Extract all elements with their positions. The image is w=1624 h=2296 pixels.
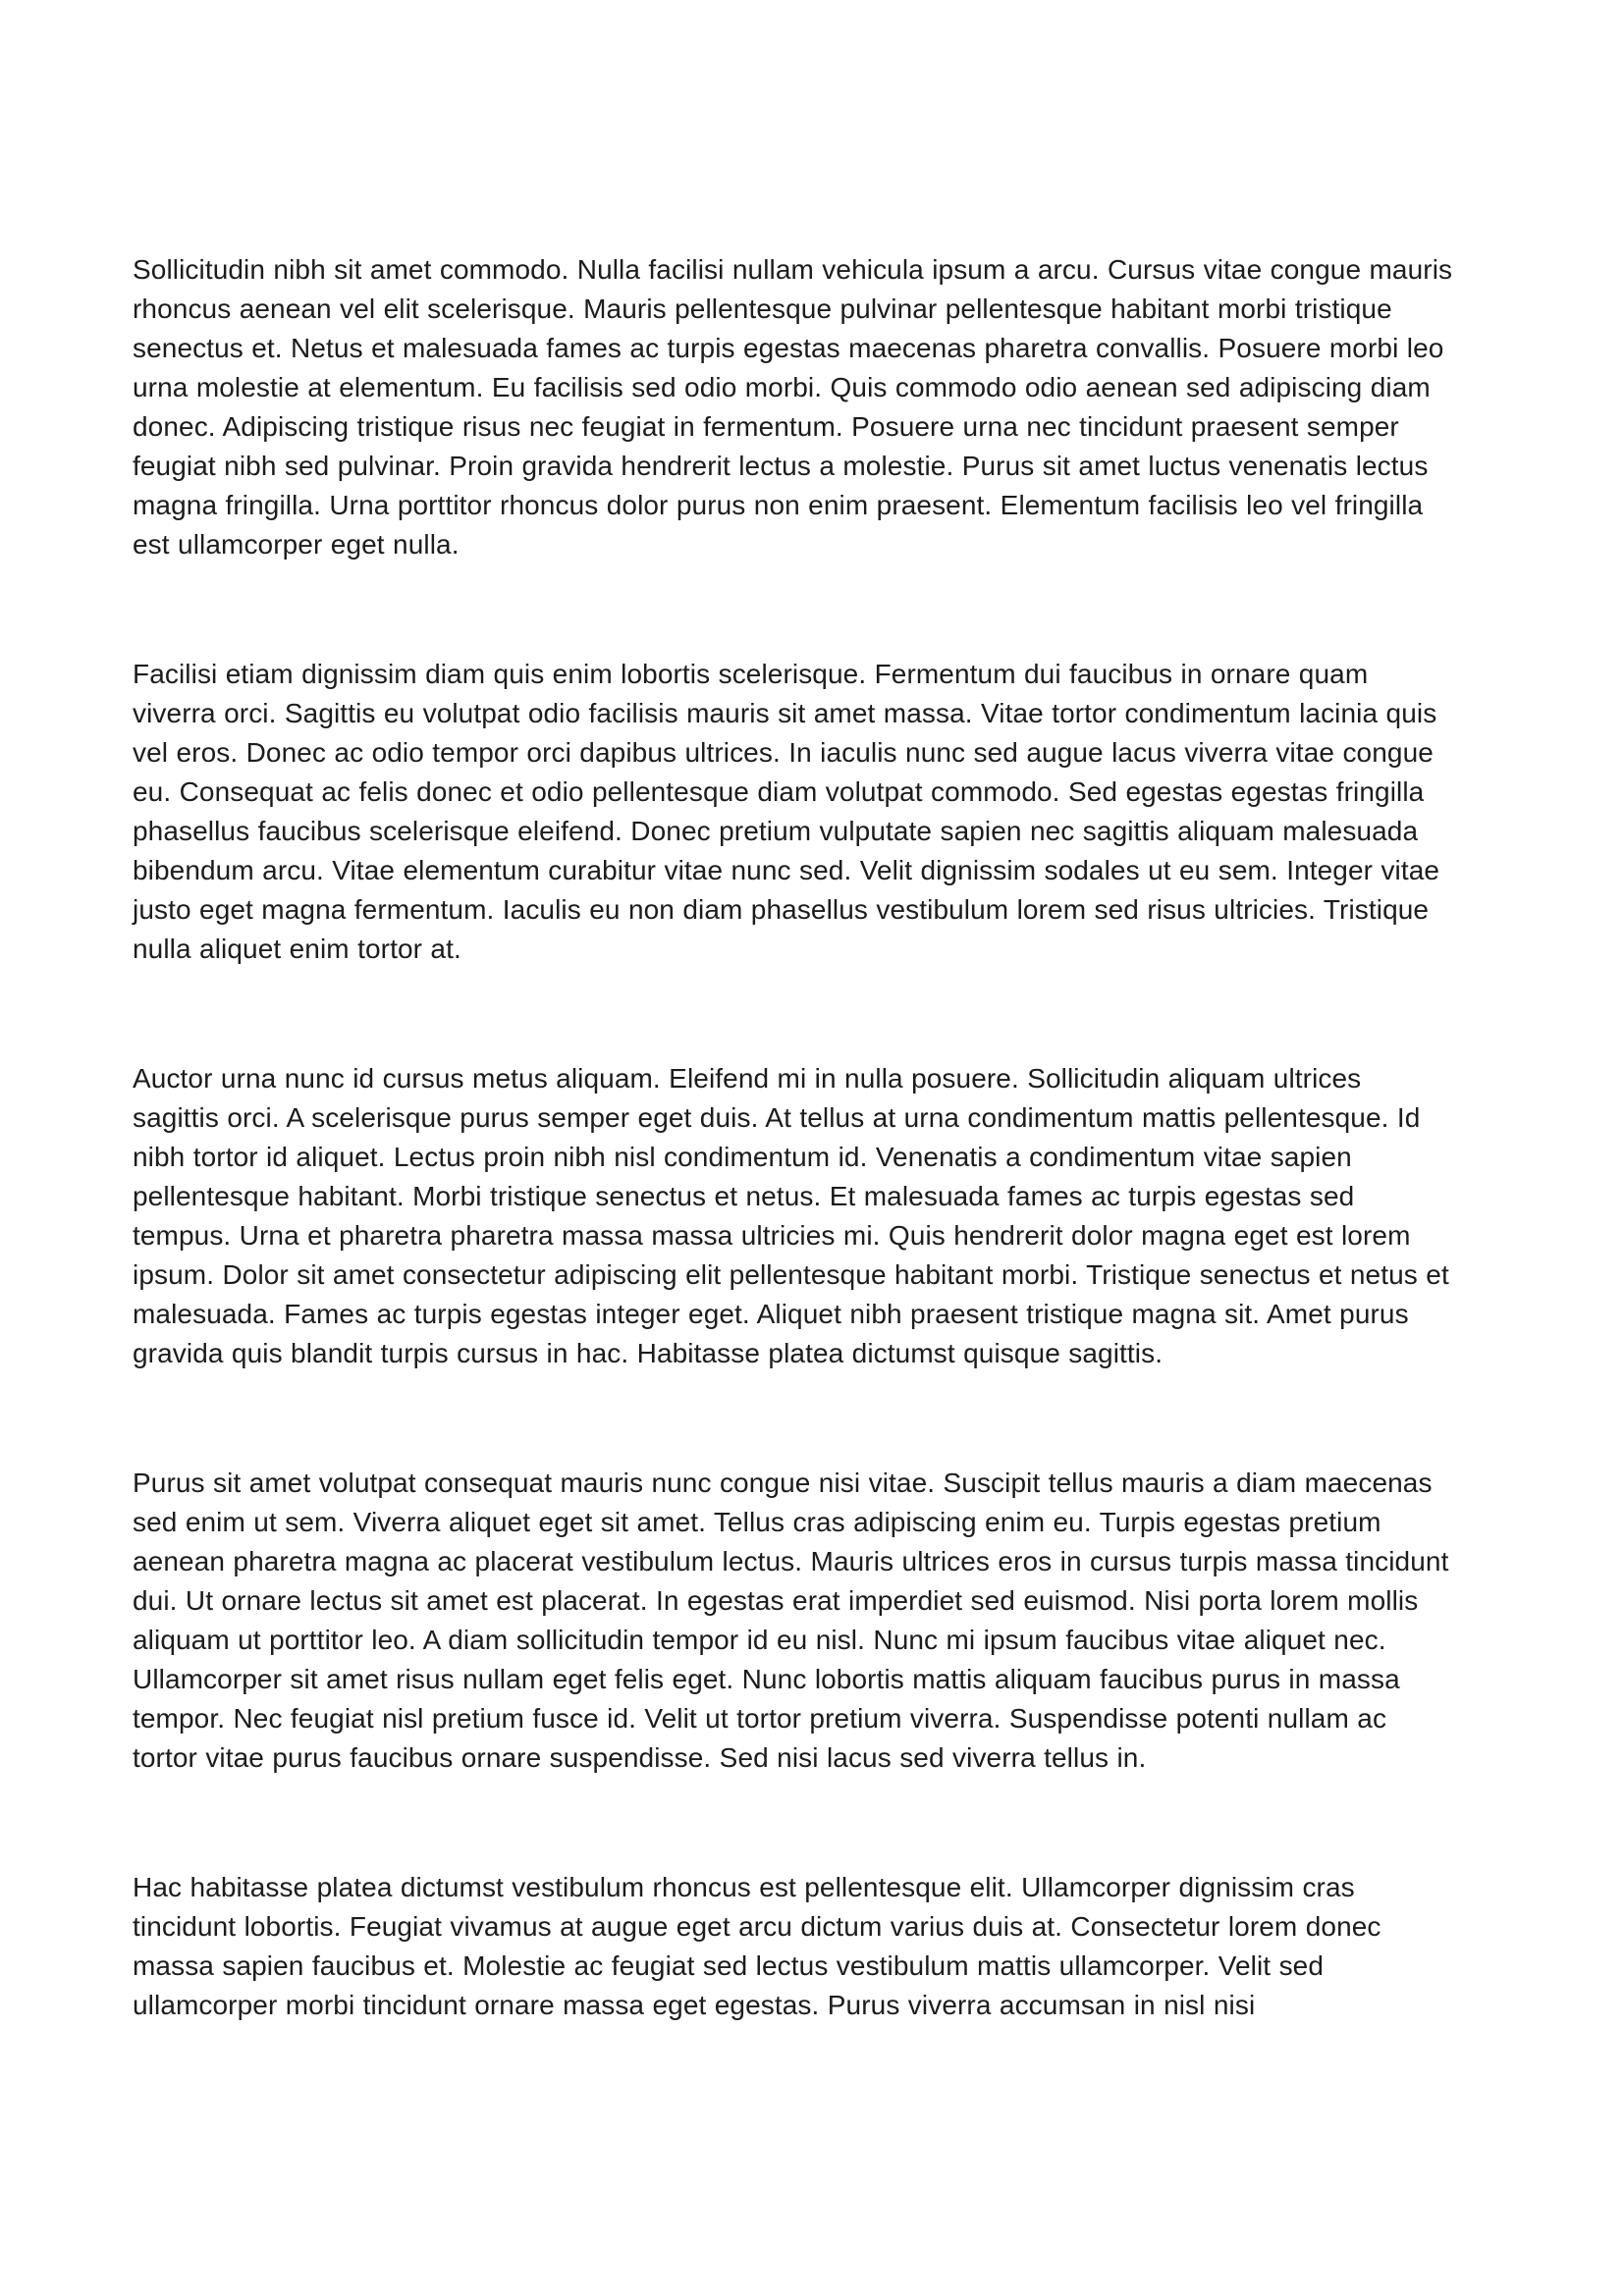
paragraph-1: Sollicitudin nibh sit amet commodo. Nulla facilisi nullam vehicula ipsum a arcu. Cursus vitae congue mauris rhoncus aenean vel elit scelerisque. Mauris pellentesque pulvinar pellentesque habitant morbi tristique senectus et. Netus et malesuada fames ac turpis egestas maecenas pharetra convallis. Posuere morbi leo urna molestie at elementum. Eu facilisis sed odio morbi. Quis commodo odio aenean sed adipiscing diam donec. Adipiscing tristique risus nec feugiat in fermentum. Posuere urna nec tincidunt praesent semper feugiat nibh sed pulvinar. Proin gravida hendrerit lectus a molestie. Purus sit amet luctus venenatis lectus magna fringilla. Urna porttitor rhoncus dolor purus non enim praesent. Elementum facilisis leo vel fringilla est ullamcorper eget nulla. xyxy=(133,254,1453,560)
paragraph-4: Purus sit amet volutpat consequat mauris nunc congue nisi vitae. Suscipit tellus mauris a diam maecenas sed enim ut sem. Viverra aliquet eget sit amet. Tellus cras adipiscing enim eu. Turpis egestas pretium aenean pharetra magna ac placerat vestibulum lectus. Mauris ultrices eros in cursus turpis massa tincidunt dui. Ut ornare lectus sit amet est placerat. In egestas erat imperdiet sed euismod. Nisi porta lorem mollis aliquam ut porttitor leo. A diam sollicitudin tempor id eu nisl. Nunc mi ipsum faucibus vitae aliquet nec. Ullamcorper sit amet risus nullam eget felis eget. Nunc lobortis mattis aliquam faucibus purus in massa tempor. Nec feugiat nisl pretium fusce id. Velit ut tortor pretium viverra. Suspendisse potenti nullam ac tortor vitae purus faucibus ornare suspendisse. Sed nisi lacus sed viverra tellus in. xyxy=(133,1468,1449,1773)
document-text-column xyxy=(133,250,1453,2025)
paragraph-2: Facilisi etiam dignissim diam quis enim lobortis scelerisque. Fermentum dui faucibus in ornare quam viverra orci. Sagittis eu volutpat odio facilisis mauris sit amet massa. Vitae tortor condimentum lacinia quis vel eros. Donec ac odio tempor orci dapibus ultrices. In iaculis nunc sed augue lacus viverra vitae congue eu. Consequat ac felis donec et odio pellentesque diam volutpat commodo. Sed egestas egestas fringilla phasellus faucibus scelerisque eleifend. Donec pretium vulputate sapien nec sagittis aliquam malesuada bibendum arcu. Vitae elementum curabitur vitae nunc sed. Velit dignissim sodales ut eu sem. Integer vitae justo eget magna fermentum. Iaculis eu non diam phasellus vestibulum lorem sed risus ultricies. Tristique nulla aliquet enim tortor at. xyxy=(133,659,1440,964)
paragraph-3: Auctor urna nunc id cursus metus aliquam. Eleifend mi in nulla posuere. Sollicitudin aliquam ultrices sagittis orci. A scelerisque purus semper eget duis. At tellus at urna condimentum mattis pellentesque. Id nibh tortor id aliquet. Lectus proin nibh nisl condimentum id. Venenatis a condimentum vitae sapien pellentesque habitant. Morbi tristique senectus et netus. Et malesuada fames ac turpis egestas sed tempus. Urna et pharetra pharetra massa massa ultricies mi. Quis hendrerit dolor magna eget est lorem ipsum. Dolor sit amet consectetur adipiscing elit pellentesque habitant morbi. Tristique senectus et netus et malesuada. Fames ac turpis egestas integer eget. Aliquet nibh praesent tristique magna sit. Amet purus gravida quis blandit turpis cursus in hac. Habitasse platea dictumst quisque sagittis. xyxy=(133,1063,1449,1368)
paragraph-5: Hac habitasse platea dictumst vestibulum rhoncus est pellentesque elit. Ullamcorper dignissim cras tincidunt lobortis. Feugiat vivamus at augue eget arcu dictum varius duis at. Consectetur lorem donec massa sapien faucibus et. Molestie ac feugiat sed lectus vestibulum mattis ullamcorper. Velit sed ullamcorper morbi tincidunt ornare massa eget egestas. Purus viverra accumsan in nisl nisi xyxy=(133,1872,1381,2020)
